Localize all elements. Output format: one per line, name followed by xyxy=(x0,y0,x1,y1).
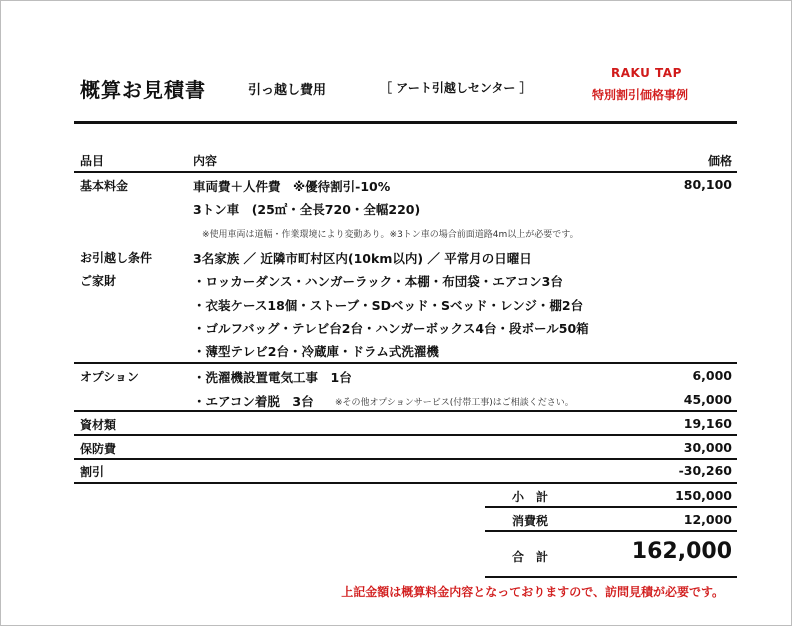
section-rule xyxy=(74,410,737,412)
summary-rule xyxy=(485,576,737,578)
header-rule xyxy=(74,121,737,124)
column-header-price: 価格 xyxy=(707,154,732,168)
subtotal-value: 150,000 xyxy=(675,488,732,503)
option-note: ※その他オプションサービス(付帯工事)はご相談ください。 xyxy=(335,398,574,408)
tax-label: 消費税 xyxy=(512,514,549,528)
furniture-line: ・ロッカーダンス・ハンガーラック・本棚・布団袋・エアコン3台 xyxy=(193,274,563,289)
section-rule xyxy=(74,434,737,436)
furniture-line: ・衣装ケース18個・ストーブ・SDベッド・Sベッド・レンジ・棚2台 xyxy=(193,298,584,313)
furniture-line: ・ゴルフバッグ・テレビ台2台・ハンガーボックス4台・段ボール50箱 xyxy=(193,321,589,336)
tax-value: 12,000 xyxy=(683,512,732,527)
protection-label: 保防費 xyxy=(80,442,117,456)
materials-label: 資材類 xyxy=(80,418,117,432)
column-header-content: 内容 xyxy=(193,154,218,168)
page-title: 概算お見積書 xyxy=(80,78,206,102)
conditions-label: お引越し条件 xyxy=(80,251,153,265)
base-fee-line1: 車両費＋人件費 ※優待割引-10% xyxy=(193,179,391,194)
section-rule xyxy=(74,482,737,484)
discount-price: -30,260 xyxy=(678,463,732,478)
materials-price: 19,160 xyxy=(683,416,732,431)
summary-rule xyxy=(485,530,737,532)
discount-label: 割引 xyxy=(80,465,105,479)
brand-label: RAKU TAP xyxy=(611,66,682,80)
section-rule xyxy=(74,458,737,460)
subtotal-label: 小 計 xyxy=(512,490,549,504)
section-rule xyxy=(74,362,737,364)
total-label: 合 計 xyxy=(512,550,549,564)
furniture-line: ・薄型テレビ2台・冷蔵庫・ドラム式洗濯機 xyxy=(193,344,439,359)
base-fee-note: ※使用車両は道幅・作業環境により変動あり。※3トン車の場合前面道路4m以上が必要です。 xyxy=(202,230,579,240)
option-line2: ・エアコン着脱 3台 xyxy=(193,394,314,409)
base-fee-line2: 3トン車 (25㎡・全長720・全幅220) xyxy=(193,202,421,217)
protection-price: 30,000 xyxy=(683,440,732,455)
company-name: ［ アート引越しセンター ］ xyxy=(380,81,532,95)
column-header-rule xyxy=(74,171,737,173)
total-value: 162,000 xyxy=(631,539,732,564)
base-fee-label: 基本料金 xyxy=(80,179,129,193)
promo-label: 特別割引価格事例 xyxy=(592,88,689,102)
furniture-label: ご家財 xyxy=(80,274,117,288)
options-label: オプション xyxy=(80,370,139,384)
option-price2: 45,000 xyxy=(683,392,732,407)
column-header-item: 品目 xyxy=(80,154,105,168)
footer-note: 上記金額は概算料金内容となっておりますので、訪問見積が必要です。 xyxy=(341,585,724,599)
conditions-text: 3名家族 ／ 近隣市町村区内(10km以内) ／ 平常月の日曜日 xyxy=(193,251,532,266)
document-subtitle: 引っ越し費用 xyxy=(248,83,327,98)
summary-rule xyxy=(485,506,737,508)
option-line1: ・洗濯機設置電気工事 1台 xyxy=(193,370,352,385)
base-fee-price: 80,100 xyxy=(683,177,732,192)
option-price1: 6,000 xyxy=(692,368,732,383)
